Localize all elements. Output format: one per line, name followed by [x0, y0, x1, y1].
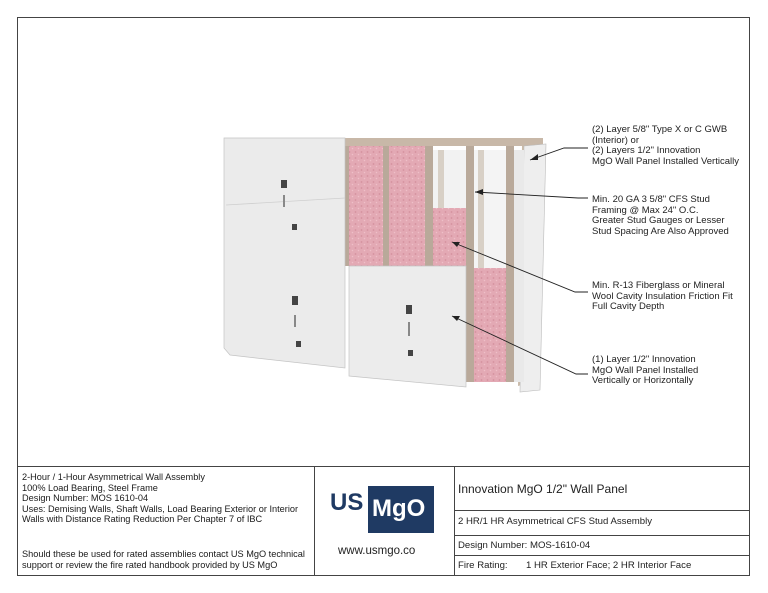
title-block-divider	[17, 466, 750, 467]
fire-rating-value: 1 HR Exterior Face; 2 HR Interior Face	[526, 560, 692, 571]
callout-steel-studs: Min. 20 GA 3 5/8" CFS Stud Framing @ Max 24" O.C. Greater Stud Gauges or Lesser Stud Spacing Are Also Approved	[592, 194, 729, 237]
callout-exterior-panel: (1) Layer 1/2" Innovation MgO Wall Panel Installed Vertically or Horizontally	[592, 354, 699, 386]
assembly-type: 2 HR/1 HR Asymmetrical CFS Stud Assembly	[458, 516, 653, 527]
top-track	[345, 138, 543, 146]
uses-note-continued: Walls with Distance Rating Reduction Per Chapter 7 of IBC	[22, 514, 263, 525]
mgo-wall-panel	[349, 266, 466, 387]
uses-note: Uses: Demising Walls, Shaft Walls, Load Bearing Exterior or Interior	[22, 503, 299, 514]
insulation-batt	[389, 146, 425, 266]
assembly-description	[22, 472, 298, 525]
callout-insulation: Min. R-13 Fiberglass or Mineral Wool Cavity Insulation Friction Fit Full Cavity Depth	[592, 280, 733, 312]
logo-us-text: US	[330, 489, 364, 516]
design-number: Design Number: MOS-1610-04	[458, 540, 591, 551]
product-title: Innovation MgO 1/2" Wall Panel	[458, 482, 628, 496]
title-block-divider	[314, 466, 315, 576]
insulation-batt	[474, 268, 506, 382]
insulation-batt	[349, 146, 383, 266]
logo-mgo-text: MgO	[372, 495, 426, 522]
callout-interior-layers: (2) Layer 5/8" Type X or C GWB (Interior) or (2) Layers 1/2" Innovation MgO Wall Panel Installed Vertically	[592, 124, 739, 167]
design-number-note: Design Number: MOS 1610-04	[22, 493, 149, 504]
title-block-divider	[454, 535, 750, 536]
fire-rating-label: Fire Rating:	[458, 560, 508, 571]
title-block-divider	[454, 555, 750, 556]
assembly-title: 2-Hour / 1-Hour Asymmetrical Wall Assembly	[22, 472, 205, 482]
interior-gwb-panel	[224, 138, 345, 368]
technical-support-note: Should these be used for rated assemblies contact US MgO technical support or review the fire rated handbook provided by US MgO	[22, 549, 305, 570]
title-block-divider	[454, 510, 750, 511]
website-link[interactable]: www.usmgo.co	[338, 545, 416, 557]
load-bearing-note: 100% Load Bearing, Steel Frame	[22, 482, 158, 493]
title-block-divider	[454, 466, 455, 576]
stud	[466, 146, 474, 382]
stud-flange	[478, 150, 484, 268]
stud	[425, 146, 433, 266]
insulation-batt	[433, 208, 466, 268]
